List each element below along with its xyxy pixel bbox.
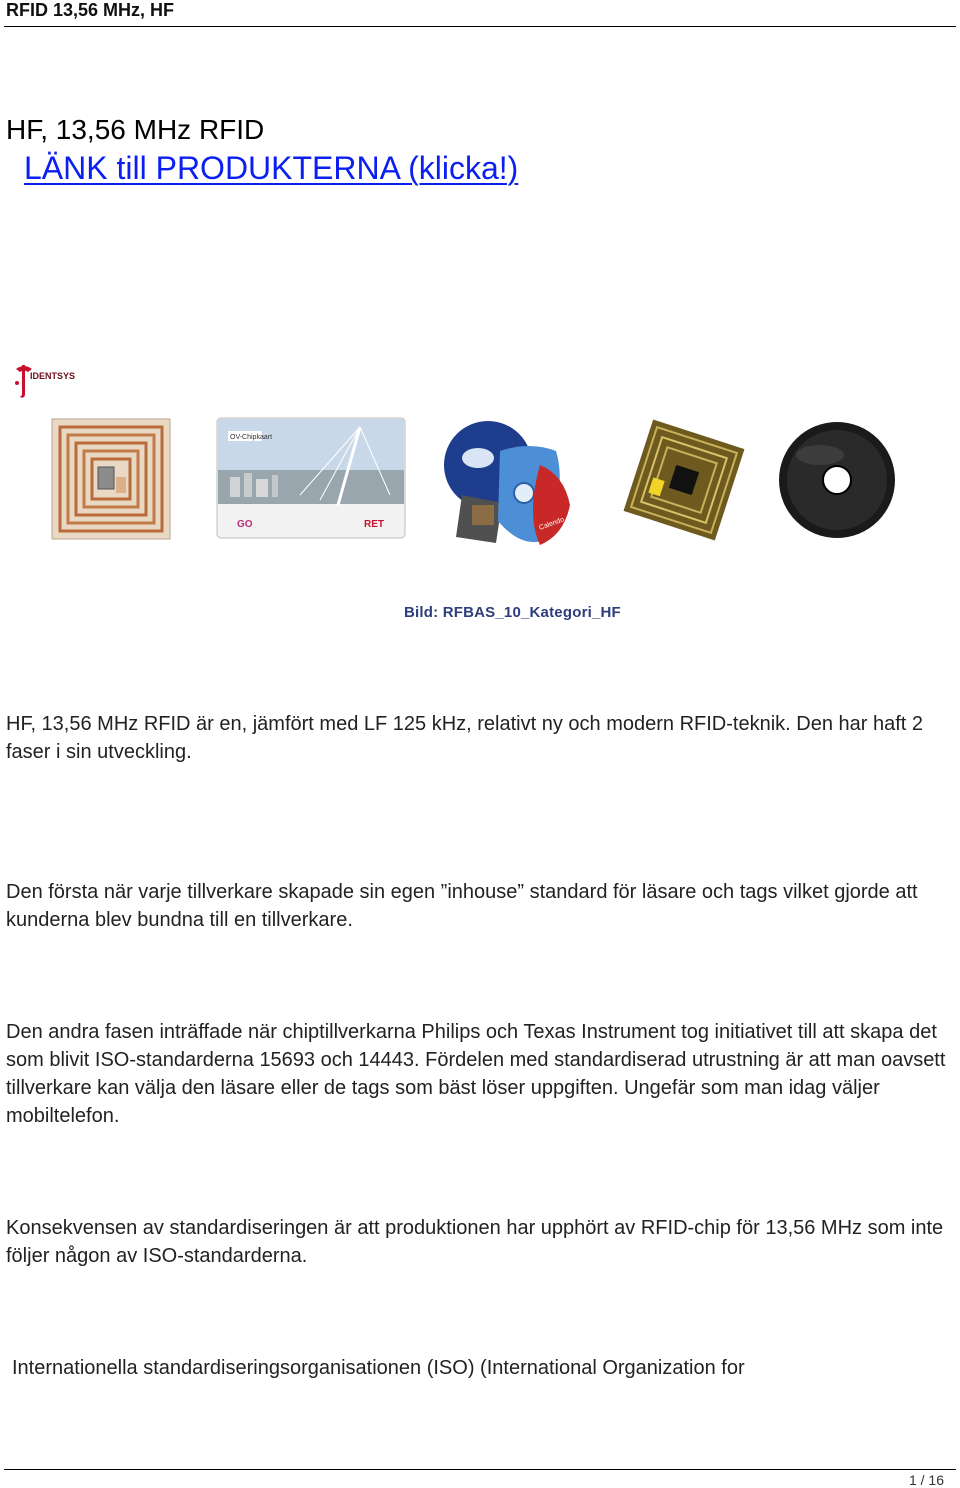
fob-label: Calendo bbox=[538, 516, 566, 532]
running-header: RFID 13,56 MHz, HF bbox=[6, 0, 175, 20]
footer-divider bbox=[4, 1469, 956, 1470]
page-number: 1 / 16 bbox=[908, 1472, 944, 1488]
paragraph-phase-one: Den första när varje tillverkare skapade sin egen ”inhouse” standard för läsare och tags vilket gjorde att kunderna blev bundna till en tillverkare. bbox=[6, 881, 918, 931]
paragraph-phase-two: Den andra fasen inträffade när chiptillverkarna Philips och Texas Instrument tog initiativet till att skapa det som blivit ISO-standarderna 15693 och 14443. Fördelen med standardiserad utrustning är att man oavsett tillverkare kan välja den läsare eller de tags som bäst löser uppgiften. Ungefär som man idag väljer mobiltelefon. bbox=[6, 1021, 946, 1127]
square-inlay-tag bbox=[624, 420, 745, 541]
products-link[interactable]: LÄNK till PRODUKTERNA (klicka!) bbox=[24, 150, 519, 186]
logo-text: IDENTSYS bbox=[30, 371, 76, 381]
paragraph-consequence: Konsekvensen av standardiseringen är att produktionen har upphört av RFID-chip för 13,56 MHz som inte följer någon av ISO-standarderna. bbox=[6, 1217, 944, 1267]
disc-tag bbox=[779, 422, 895, 538]
card-logo-right: RET bbox=[364, 519, 384, 530]
card-logo-left: GO bbox=[237, 519, 253, 530]
paragraph-iso: Internationella standardiseringsorganisationen (ISO) (International Organization for bbox=[12, 1357, 745, 1379]
product-figure bbox=[0, 355, 960, 645]
coil-inlay-tag bbox=[52, 419, 170, 539]
key-fobs bbox=[444, 421, 570, 545]
identsys-logo bbox=[15, 365, 75, 398]
page-title: HF, 13,56 MHz RFID bbox=[6, 114, 265, 145]
transit-card bbox=[217, 418, 405, 538]
paragraph-intro: HF, 13,56 MHz RFID är en, jämfört med LF 125 kHz, relativt ny och modern RFID-teknik. Den har haft 2 faser i sin utveckling. bbox=[6, 713, 924, 763]
figure-caption: Bild: RFBAS_10_Kategori_HF bbox=[404, 604, 621, 621]
card-label: OV-Chipkaart bbox=[230, 434, 273, 441]
header-divider bbox=[4, 26, 956, 27]
